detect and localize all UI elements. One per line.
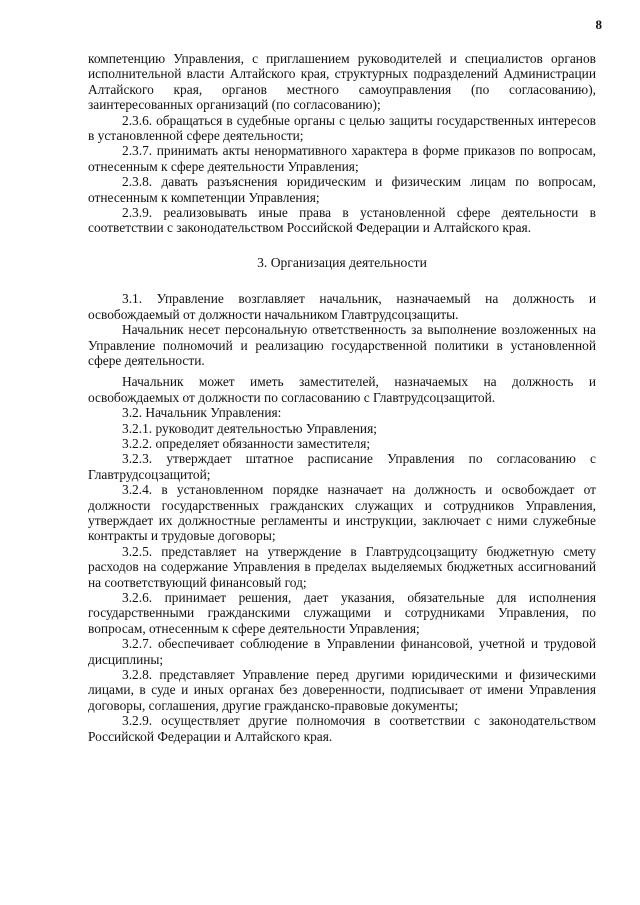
paragraph: 2.3.8. давать разъяснения юридическим и физическим лицам по вопросам, отнесенным к компетенции Управления; bbox=[88, 174, 596, 205]
paragraph: 3.2.4. в установленном порядке назначает на должность и освобождает от должности государственных гражданских служащих и сотрудников Управления, утверждает их должностные регламенты и инструкции, заключает с ними служебные контракты и трудовые договоры; bbox=[88, 482, 596, 544]
paragraph: 3.2.5. представляет на утверждение в Главтрудсоцзащиту бюджетную смету расходов на содержание Управления в пределах выделяемых бюджетных ассигнований на соответствующий финансовый год; bbox=[88, 543, 596, 590]
paragraph: 2.3.7. принимать акты ненормативного характера в форме приказов по вопросам, отнесенным к сфере деятельности Управления; bbox=[88, 143, 596, 174]
paragraph: 3.2.1. руководит деятельностью Управления; bbox=[122, 420, 377, 436]
paragraph: 3.1. Управление возглавляет начальник, назначаемый на должность и освобождаемый от должности начальником Главтрудсоцзащиты. bbox=[88, 291, 596, 322]
document-body bbox=[88, 51, 596, 744]
paragraph: Начальник может иметь заместителей, назначаемых на должность и освобождаемых от должности по согласованию с Главтрудсоцзащитой. bbox=[88, 374, 596, 405]
paragraph: 3.2.2. определяет обязанности заместителя; bbox=[122, 435, 371, 451]
paragraph: 3.2.8. представляет Управление перед другими юридическими и физическими лицами, в суде и иных органах без доверенности, подписывает от имени Управления договоры, соглашения, другие гражданско-правовые документы; bbox=[88, 667, 596, 713]
paragraph: компетенцию Управления, с приглашением руководителей и специалистов органов исполнительной власти Алтайского края, структурных подразделений Администрации Алтайского края, органов местного самоуправления (по согласованию), заинтересованных организаций (по согласованию); bbox=[88, 51, 596, 113]
paragraph: Начальник несет персональную ответственность за выполнение возложенных на Управление полномочий и реализацию государственной политики в установленной сфере деятельности. bbox=[88, 322, 596, 368]
paragraph: 2.3.6. обращаться в судебные органы с целью защиты государственных интересов в установленной сфере деятельности; bbox=[88, 112, 596, 144]
paragraph: 3.2. Начальник Управления: bbox=[122, 405, 282, 421]
paragraph: 3.2.3. утверждает штатное расписание Управления по согласованию с Главтрудсоцзащитой; bbox=[88, 451, 596, 482]
paragraph: 3.2.6. принимает решения, дает указания, обязательные для исполнения государственными гражданскими служащими и сотрудниками Управления, по вопросам, отнесенным к сфере деятельности Управления; bbox=[88, 590, 596, 636]
paragraph: 3.2.9. осуществляет другие полномочия в соответствии с законодательством Российской Федерации и Алтайского края. bbox=[88, 713, 596, 744]
paragraph: 2.3.9. реализовывать иные права в установленной сфере деятельности в соответствии с законодательством Российской Федерации и Алтайского края. bbox=[88, 205, 596, 236]
paragraph: 3.2.7. обеспечивает соблюдение в Управлении финансовой, учетной и трудовой дисциплины; bbox=[88, 636, 596, 667]
section-title: 3. Организация деятельности bbox=[257, 254, 427, 270]
page-number: 8 bbox=[595, 17, 602, 32]
